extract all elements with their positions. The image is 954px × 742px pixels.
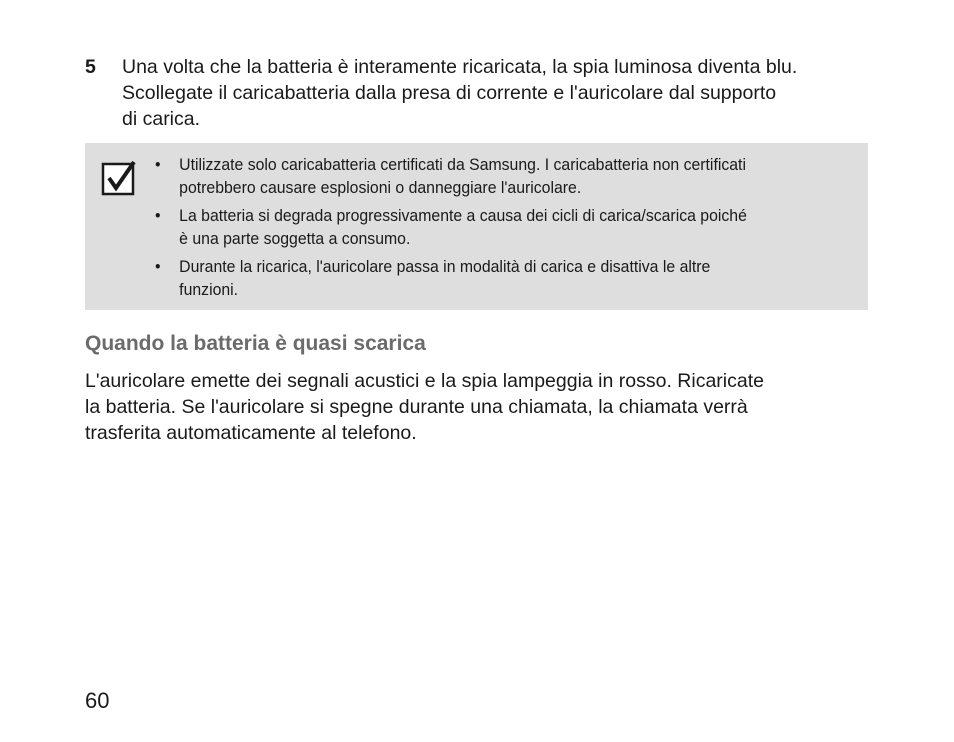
note-item-line: La batteria si degrada progressivamente a causa dei cicli di carica/scarica poiché: [179, 206, 747, 225]
paragraph-line: L'auricolare emette dei segnali acustici e la spia lampeggia in rosso. Ricaricate: [85, 370, 764, 392]
bullet: •: [155, 206, 161, 225]
note-box: [85, 143, 868, 310]
bullet: •: [155, 155, 161, 174]
note-item: [155, 204, 806, 250]
step-text-line: Scollegate il caricabatteria dalla presa di corrente e l'auricolare dal supporto: [122, 82, 777, 104]
note-item-line: Utilizzate solo caricabatteria certificati da Samsung. I caricabatteria non certificati: [179, 155, 746, 174]
step-text-line: Una volta che la batteria è interamente ricaricata, la spia luminosa diventa blu.: [122, 56, 798, 78]
paragraph-line: la batteria. Se l'auricolare si spegne durante una chiamata, la chiamata verrà: [85, 396, 748, 418]
step-5: [85, 54, 875, 132]
step-text-line: di carica.: [122, 108, 201, 130]
note-item-line: funzioni.: [179, 280, 239, 299]
step-text: [122, 54, 875, 132]
note-item-line: Durante la ricarica, l'auricolare passa in modalità di carica e disattiva le altre: [179, 257, 711, 276]
note-item: [155, 153, 806, 199]
section-paragraph: [85, 368, 764, 446]
checkbox-check-icon: [101, 160, 137, 196]
step-number: 5: [85, 56, 96, 78]
note-list: [155, 153, 806, 306]
note-item-line: è una parte soggetta a consumo.: [179, 229, 411, 248]
paragraph-line: trasferita automaticamente al telefono.: [85, 422, 417, 444]
note-item: [155, 255, 806, 301]
note-item-line: potrebbero causare esplosioni o danneggiare l'auricolare.: [179, 178, 582, 197]
page-number: 60: [85, 688, 110, 713]
bullet: •: [155, 257, 161, 276]
section-title: Quando la batteria è quasi scarica: [85, 332, 426, 355]
